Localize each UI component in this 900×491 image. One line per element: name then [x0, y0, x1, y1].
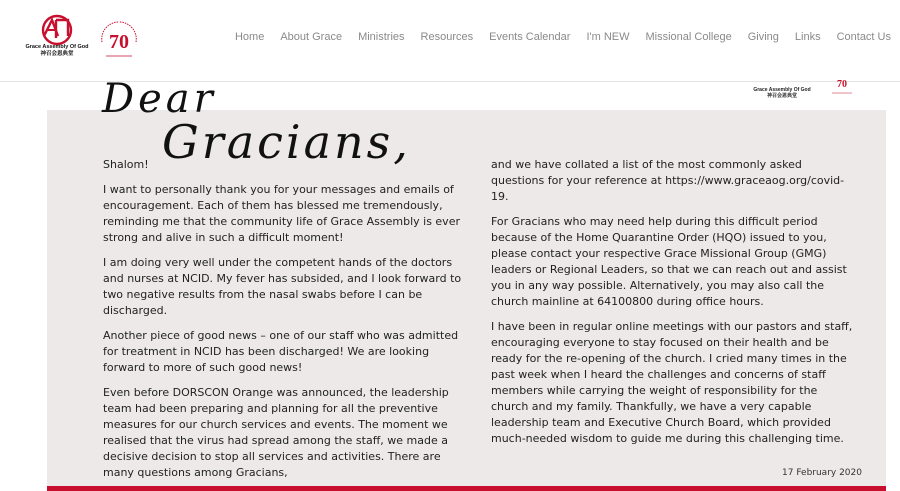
letterhead-logo-caption: Grace Assembly Of God 神召会恩典堂 — [753, 87, 811, 99]
nav-missional-college[interactable]: Missional College — [645, 31, 732, 43]
letter-paragraph: For Gracians who may need help during this difficult period because of the Home Quarantine Order (HQO) issued to you, please contact your respective Grace Missional Group (GMG) leaders or Regional Leaders, so that we can reach out and assist you in any way possible. Alternatively, you may also call the church mainline at 64100800 during office hours. — [491, 215, 847, 308]
svg-text:70: 70 — [837, 79, 847, 90]
nav-events-calendar[interactable]: Events Calendar — [489, 31, 571, 43]
nav-resources[interactable]: Resources — [420, 31, 474, 43]
nav-home[interactable]: Home — [234, 31, 265, 43]
letter-right-column — [491, 157, 855, 456]
letter-paragraph: I am doing very well under the competent hands of the doctors and nurses at NCID. My fever has subsided, and I look forward to two negative results from the nasal swabs before I can be discharged. — [103, 256, 462, 317]
main-nav — [219, 31, 891, 43]
letter-paragraph: I want to personally thank you for your messages and emails of encouragement. Each of them has blessed me tremendously, reminding me that the community life of Grace Assembly is ever strong and alive in such a difficult moment! — [103, 183, 460, 244]
logo-caption: Grace Assembly Of God 神召会恩典堂 — [25, 44, 89, 57]
letter-paragraph: I have been in regular online meetings with our pastors and staff, encouraging everyone to stay focused on their health and be ready for the re-opening of the church. I cried many times in the past week when I heard the challenges and concerns of staff members while carrying the weight of responsibility for the church and my family. Thankfully, we have a very capable leadership team and Executive Church Board, which provided much-needed wisdom to guide me during this challenging time. — [491, 320, 853, 445]
anniversary-number: 70 — [109, 31, 129, 53]
nav-giving[interactable]: Giving — [747, 31, 779, 43]
footer-red-bar — [47, 486, 886, 491]
letter-paragraph: Another piece of good news – one of our staff who was admitted for treatment in NCID has been discharged! We are looking forward to more of such good news! — [103, 329, 459, 374]
nav-im-new[interactable]: I'm NEW — [586, 31, 630, 43]
site-header — [0, 0, 900, 82]
nav-links[interactable]: Links — [794, 31, 821, 43]
letter-paragraph: Shalom! — [103, 158, 149, 171]
salutation-line2: Gracians, — [162, 115, 411, 168]
letterhead-logos — [750, 79, 880, 99]
salutation-line1: Dear — [102, 78, 217, 122]
letter-left-column — [103, 157, 469, 490]
letter-paragraph: and we have collated a list of the most commonly asked questions for your reference at https://www.graceaog.org/covid-19. — [491, 158, 845, 203]
salutation-heading — [100, 78, 460, 168]
letter-paragraph: Even before DORSCON Orange was announced, the leadership team had been preparing and planning for all the preventive measures for our church services and events. The moment we realised that the virus had spread among the staff, we made a decisive decision to stop all services and activities. There are many questions among Gracians, — [103, 386, 449, 479]
70th-anniversary-logo — [96, 12, 142, 66]
nav-ministries[interactable]: Ministries — [358, 31, 405, 43]
nav-contact-us[interactable]: Contact Us — [836, 31, 891, 43]
nav-about-grace[interactable]: About Grace — [280, 31, 343, 43]
letter-date: 17 February 2020 — [782, 468, 862, 478]
letterhead-70-logo — [828, 79, 856, 99]
